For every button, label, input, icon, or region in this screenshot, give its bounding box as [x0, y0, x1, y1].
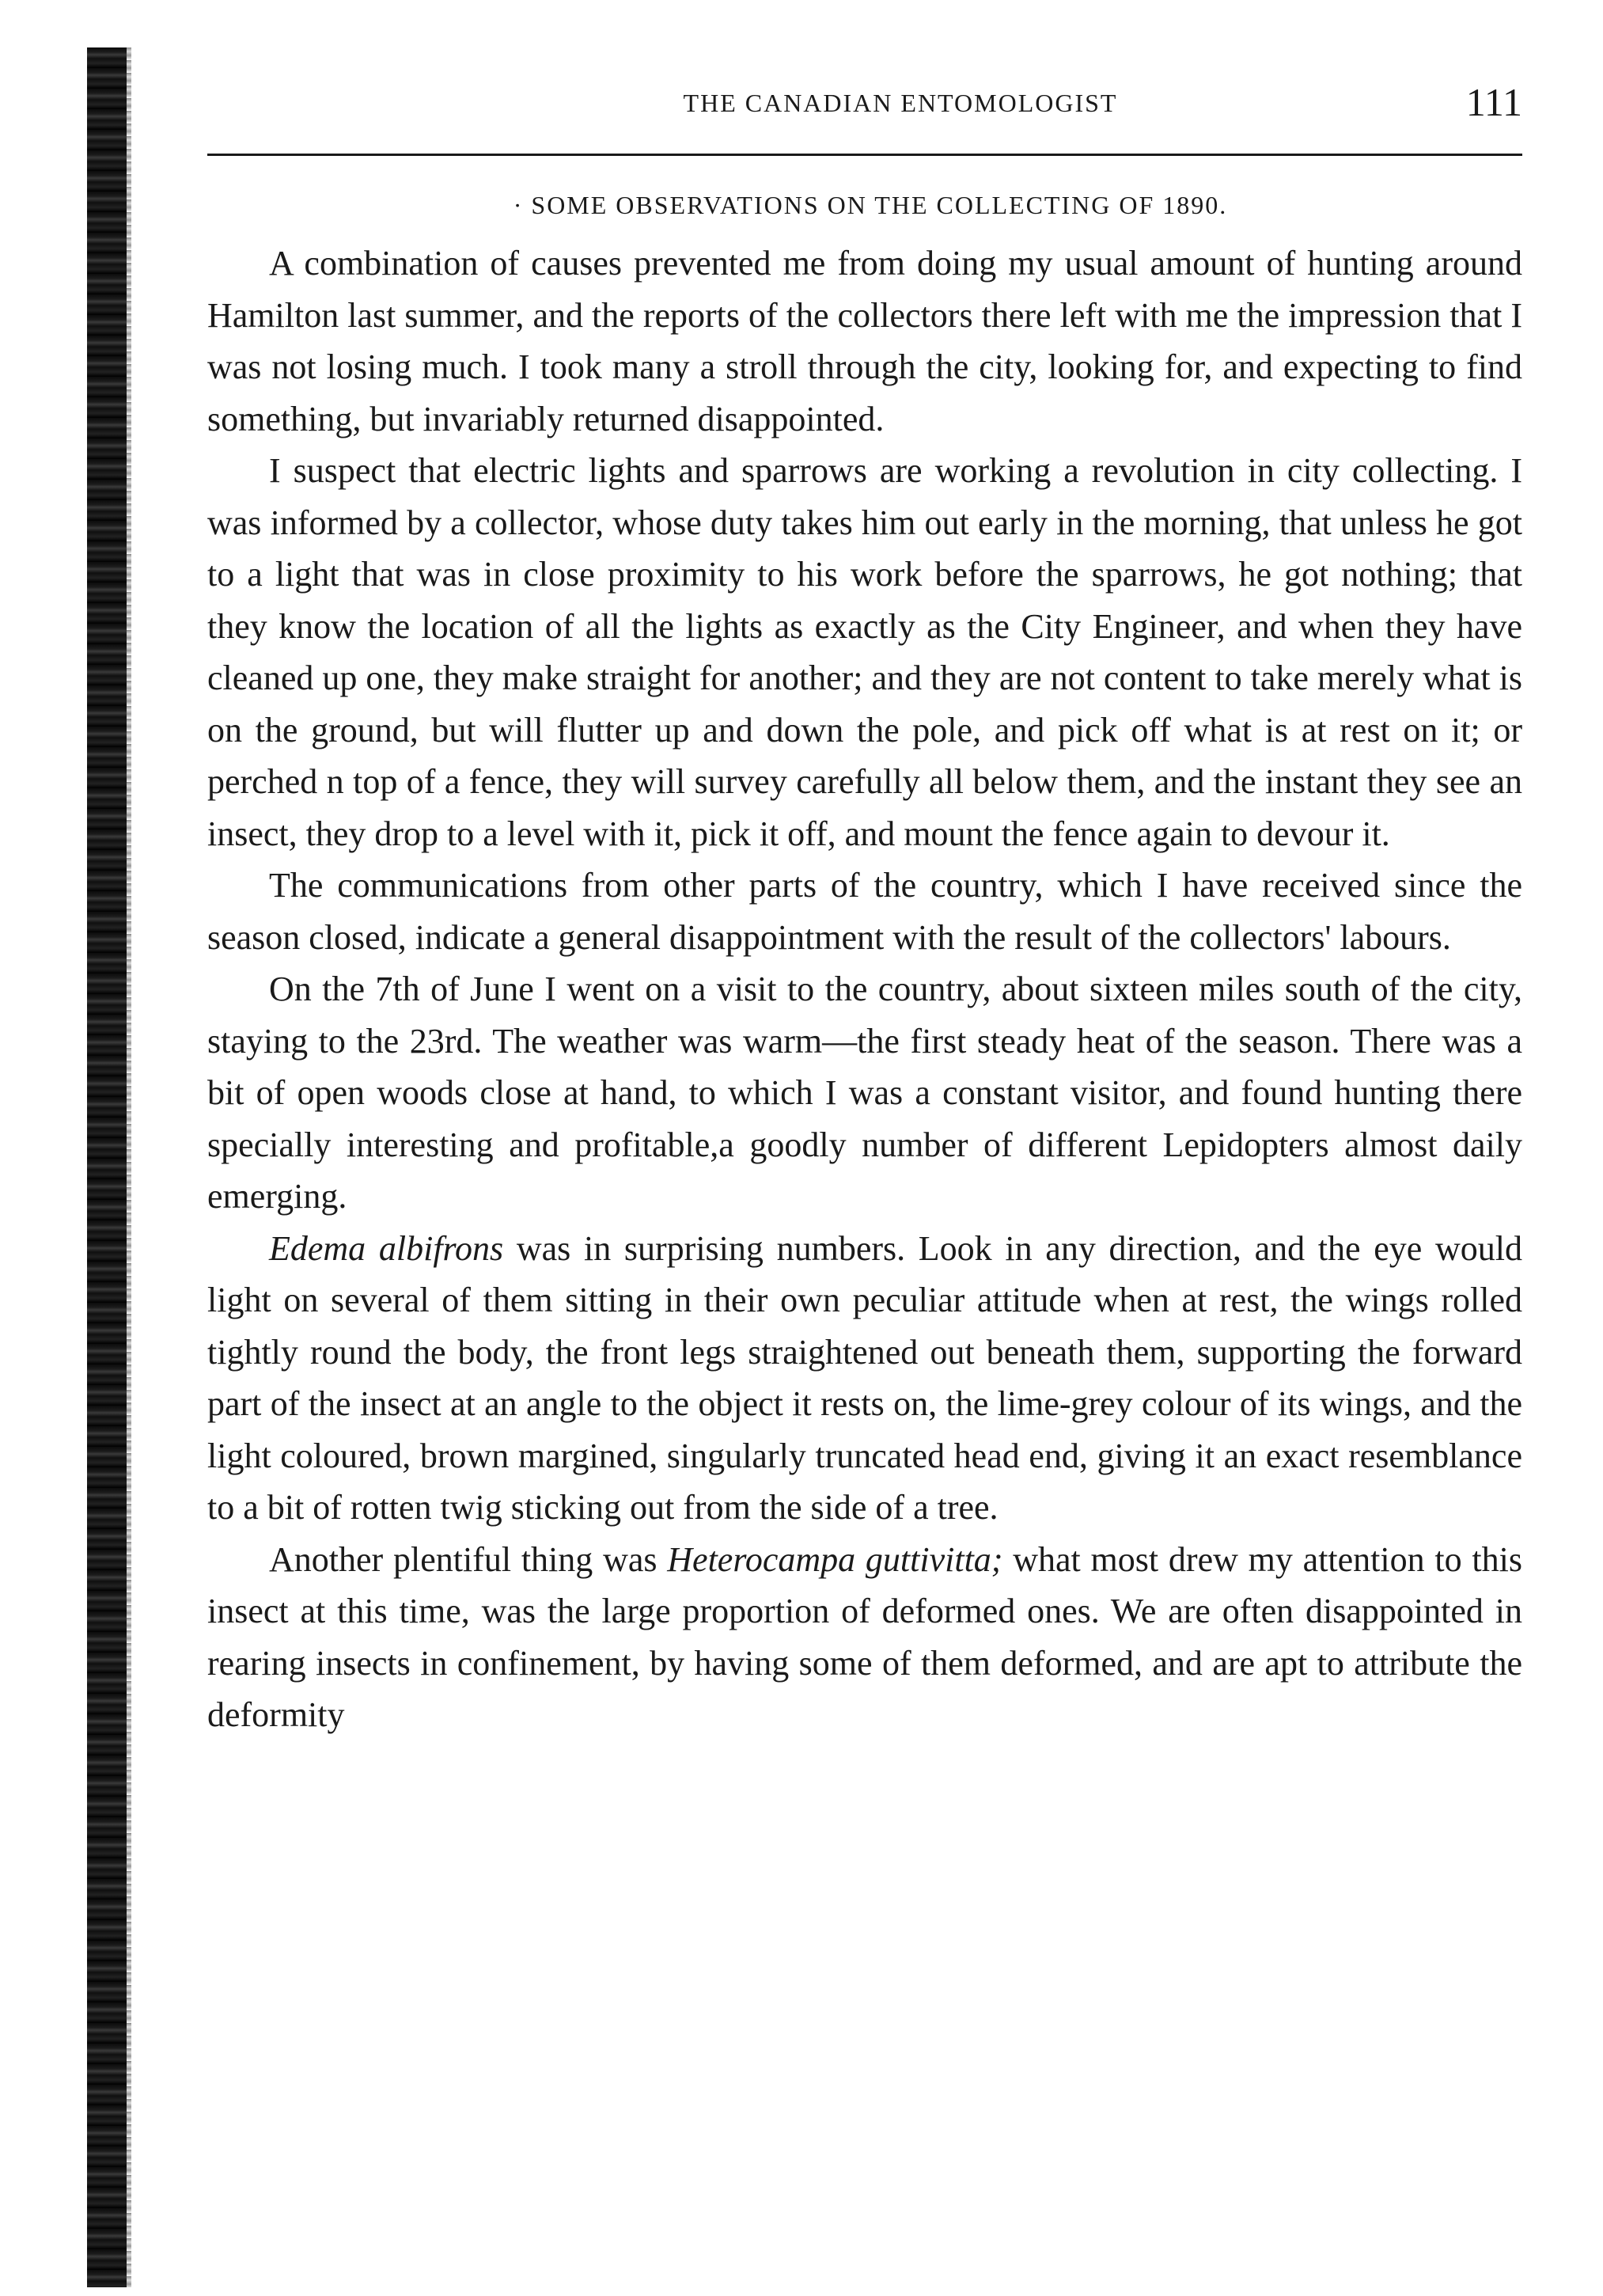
running-title: THE CANADIAN ENTOMOLOGIST	[683, 89, 1118, 117]
header-rule	[207, 154, 1522, 156]
page-number: 111	[1465, 80, 1522, 124]
paragraph-3: The communications from other parts of the country, which I have received since the season closed, indicate a general disappointment with the result of the collectors' labours.	[207, 866, 1522, 957]
running-head	[207, 79, 1522, 127]
paragraph-6-lead: Another plentiful thing was	[269, 1539, 668, 1579]
paragraph-4: On the 7th of June I went on a visit to the country, about sixteen miles south of the city, staying to the 23rd. The weather was warm—the first steady heat of the season. There was a bit of open woods close at hand, to which I was a constant visitor, and found hunting there specially interesting and profitable,a goodly number of different Lepidopters almost daily emerging.	[207, 970, 1522, 1216]
paragraph-5-text: was in surprising numbers. Look in any direction, and the eye would light on several of them sitting in their own peculiar attitude when at rest, the wings rolled tightly round the body, the front legs straightened out beneath them, supporting the forward part of the insect at an angle to the object it rests on, the lime-grey colour of its wings, and the light coloured, brown margined, singularly truncated head end, giving it an exact resemblance to a bit of rotten twig sticking out from the side of a tree.	[207, 1228, 1523, 1527]
paragraph-5	[207, 1223, 1522, 1534]
paragraph-1: A combination of causes prevented me from doing my usual amount of hunting around Hamilton last summer, and the reports of the collectors there left with me the impression that I was not losing much. I took many a stroll through the city, looking for, and expecting to find something, but invariably returned disappointed.	[207, 244, 1522, 438]
article-title: · SOME OBSERVATIONS ON THE COLLECTING OF 1890.	[513, 191, 1228, 219]
species-name-heterocampa: Heterocampa guttivitta;	[667, 1539, 1003, 1579]
paragraph-2: I suspect that electric lights and sparrows are working a revolution in city collecting. I was informed by a collector, whose duty takes him out early in the morning, that unless he got to a light that was in close proximity to his work before the sparrows, he got nothing; that they know the location of all the lights as exactly as the City Engineer, and when they have cleaned up one, they make straight for another; and they are not content to take merely what is on the ground, but will flutter up and down the pole, and pick off what is at rest on it; or perched n top of a fence, they will survey carefully all below them, and the instant they see an insect, they drop to a level with it, pick it off, and mount the fence again to devour it.	[207, 451, 1522, 853]
scan-binding-edge	[87, 47, 127, 2287]
species-name-edema: Edema albifrons	[269, 1228, 504, 1268]
journal-page	[207, 79, 1522, 1741]
paragraph-6-text: what most drew my attention to this insect at this time, was the large proportion of deformed ones. We are often disappointed in rearing insects in confinement, by having some of them deformed, and are apt to attribute the deformity	[207, 1539, 1522, 1734]
paragraph-6	[207, 1534, 1522, 1741]
